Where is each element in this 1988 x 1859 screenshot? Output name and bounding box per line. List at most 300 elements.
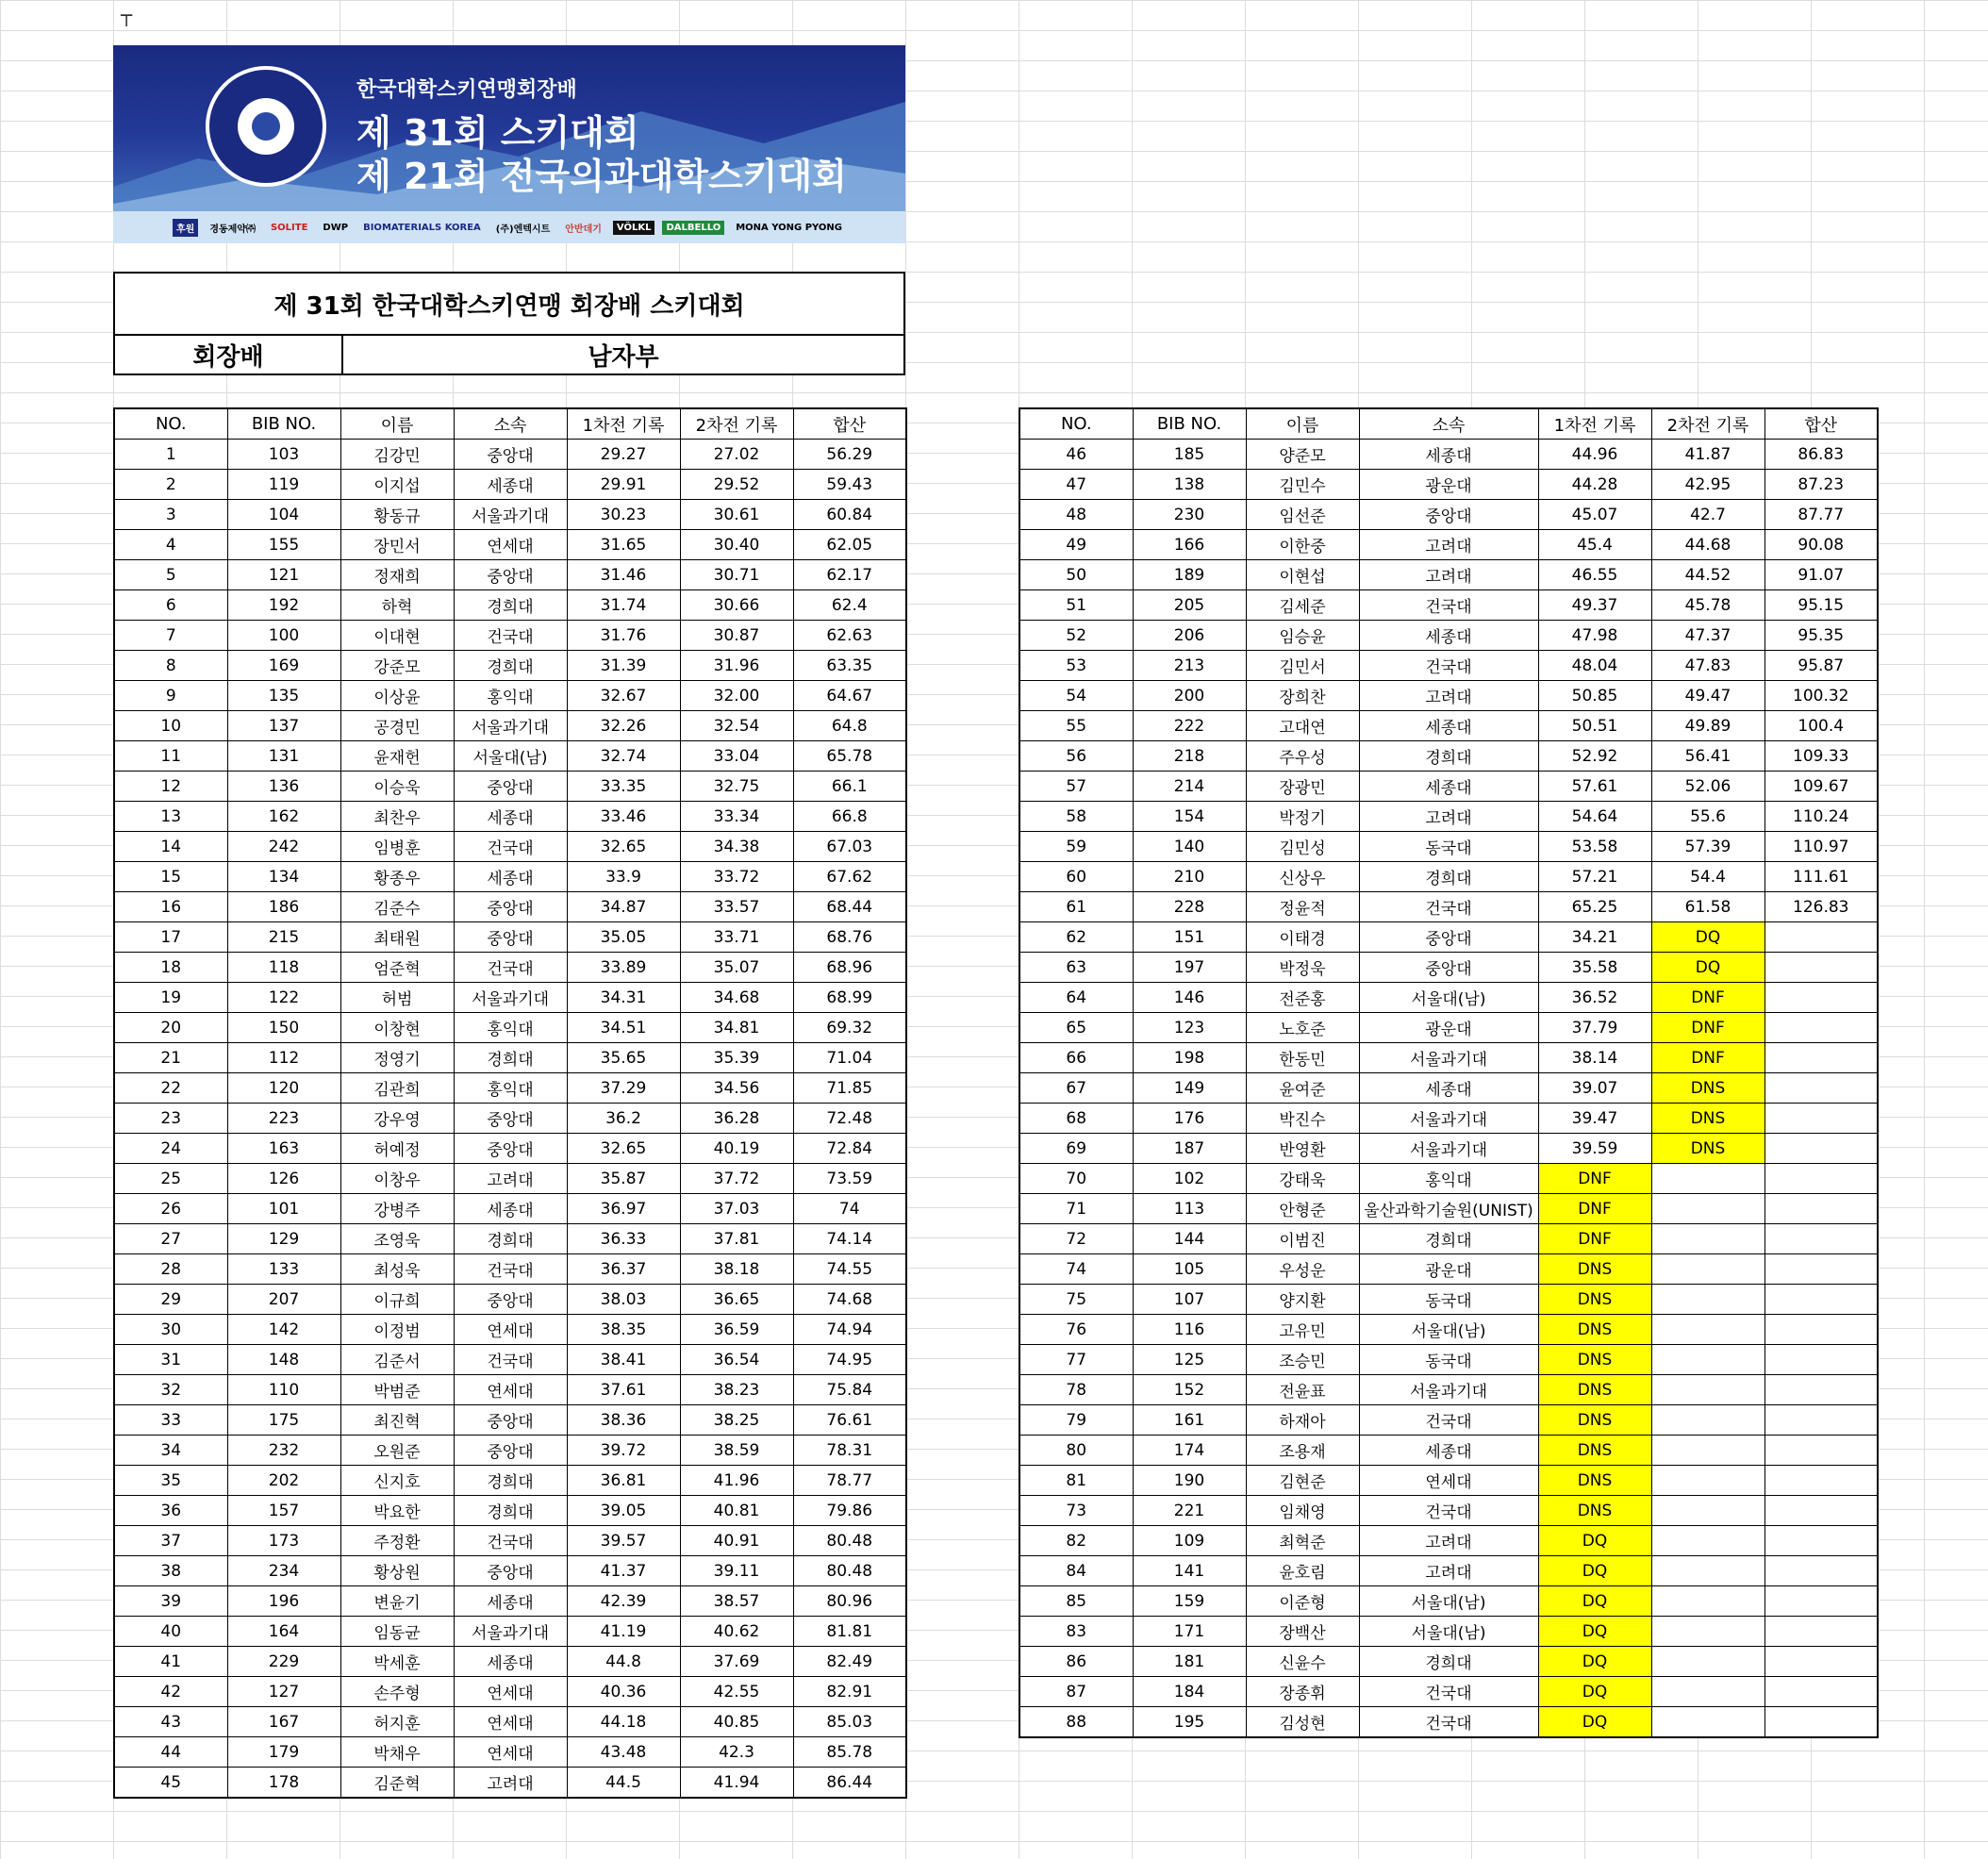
cell-total[interactable]: 95.35 <box>1764 621 1878 651</box>
cell-bib[interactable]: 127 <box>227 1677 340 1707</box>
cell-bib[interactable]: 142 <box>227 1315 340 1345</box>
cell-bib[interactable]: 229 <box>227 1647 340 1677</box>
cell-bib[interactable]: 148 <box>227 1345 340 1375</box>
cell-bib[interactable]: 134 <box>227 862 340 892</box>
cell-total[interactable]: 82.49 <box>793 1647 906 1677</box>
cell-affiliation[interactable]: 고려대 <box>454 1768 567 1799</box>
cell-run1[interactable]: 39.05 <box>567 1496 680 1526</box>
cell-total[interactable]: 74.55 <box>793 1254 906 1285</box>
cell-affiliation[interactable]: 서울과기대 <box>454 1617 567 1647</box>
cell-bib[interactable]: 222 <box>1133 711 1246 741</box>
cell-affiliation[interactable]: 중앙대 <box>454 560 567 590</box>
cell-run2[interactable]: 40.19 <box>680 1134 793 1164</box>
cell-run1[interactable]: 31.65 <box>567 530 680 560</box>
cell-name[interactable]: 정영기 <box>340 1043 454 1073</box>
cell-bib[interactable]: 230 <box>1133 500 1246 530</box>
cell-name[interactable]: 허예정 <box>340 1134 454 1164</box>
cell-run2[interactable]: 38.23 <box>680 1375 793 1405</box>
cell-run2[interactable]: 33.34 <box>680 802 793 832</box>
cell-affiliation[interactable]: 중앙대 <box>454 922 567 953</box>
cell-name[interactable]: 김성현 <box>1246 1707 1359 1738</box>
cell-run2[interactable]: 40.85 <box>680 1707 793 1737</box>
cell-run1[interactable]: 34.51 <box>567 1013 680 1043</box>
cell-name[interactable]: 고유민 <box>1246 1315 1359 1345</box>
cell-run2[interactable]: 32.75 <box>680 772 793 802</box>
cell-name[interactable]: 박정욱 <box>1246 953 1359 983</box>
cell-bib[interactable]: 179 <box>227 1737 340 1768</box>
cell-run2[interactable] <box>1651 1194 1764 1224</box>
cell-affiliation[interactable]: 서울과기대 <box>1359 1104 1538 1134</box>
cell-affiliation[interactable]: 동국대 <box>1359 1345 1538 1375</box>
cell-total[interactable]: 59.43 <box>793 470 906 500</box>
cell-name[interactable]: 허범 <box>340 983 454 1013</box>
cell-run1[interactable]: 34.31 <box>567 983 680 1013</box>
cell-bib[interactable]: 137 <box>227 711 340 741</box>
cell-affiliation[interactable]: 경희대 <box>454 1043 567 1073</box>
cell-run2[interactable]: 36.65 <box>680 1285 793 1315</box>
cell-total[interactable]: 62.17 <box>793 560 906 590</box>
cell-total[interactable]: 74.95 <box>793 1345 906 1375</box>
cell-run1[interactable]: 44.5 <box>567 1768 680 1799</box>
cell-name[interactable]: 조영욱 <box>340 1224 454 1254</box>
cell-name[interactable]: 이지섭 <box>340 470 454 500</box>
cell-run2[interactable] <box>1651 1677 1764 1707</box>
cell-bib[interactable]: 152 <box>1133 1375 1246 1405</box>
cell-name[interactable]: 윤호림 <box>1246 1556 1359 1586</box>
cell-affiliation[interactable]: 홍익대 <box>454 1073 567 1104</box>
col-header-total[interactable]: 합산 <box>1764 408 1878 440</box>
cell-no[interactable]: 36 <box>114 1496 227 1526</box>
cell-name[interactable]: 임채영 <box>1246 1496 1359 1526</box>
cell-affiliation[interactable]: 세종대 <box>1359 1436 1538 1466</box>
cell-affiliation[interactable]: 세종대 <box>454 1647 567 1677</box>
cell-name[interactable]: 장광민 <box>1246 772 1359 802</box>
cell-run1[interactable]: 41.37 <box>567 1556 680 1586</box>
cell-run1[interactable]: 65.25 <box>1538 892 1651 922</box>
cell-no[interactable]: 41 <box>114 1647 227 1677</box>
cell-bib[interactable]: 133 <box>227 1254 340 1285</box>
cell-bib[interactable]: 146 <box>1133 983 1246 1013</box>
cell-run1[interactable]: 38.03 <box>567 1285 680 1315</box>
cell-affiliation[interactable]: 홍익대 <box>1359 1164 1538 1194</box>
cell-total[interactable] <box>1764 1436 1878 1466</box>
cell-name[interactable]: 박채우 <box>340 1737 454 1768</box>
cell-bib[interactable]: 107 <box>1133 1285 1246 1315</box>
cell-no[interactable]: 87 <box>1019 1677 1133 1707</box>
cell-run1[interactable]: 37.61 <box>567 1375 680 1405</box>
cell-run1[interactable]: 54.64 <box>1538 802 1651 832</box>
cell-run1[interactable]: 47.98 <box>1538 621 1651 651</box>
cell-name[interactable]: 임승윤 <box>1246 621 1359 651</box>
cell-run2[interactable] <box>1651 1405 1764 1436</box>
cell-no[interactable]: 82 <box>1019 1526 1133 1556</box>
cell-total[interactable]: 95.15 <box>1764 590 1878 621</box>
cell-run2[interactable]: 42.95 <box>1651 470 1764 500</box>
cell-name[interactable]: 장백산 <box>1246 1617 1359 1647</box>
cell-no[interactable]: 37 <box>114 1526 227 1556</box>
cell-affiliation[interactable]: 중앙대 <box>454 892 567 922</box>
cell-run2[interactable]: 42.7 <box>1651 500 1764 530</box>
cell-bib[interactable]: 101 <box>227 1194 340 1224</box>
cell-run2[interactable]: 29.52 <box>680 470 793 500</box>
cell-run1[interactable]: 38.35 <box>567 1315 680 1345</box>
cell-bib[interactable]: 187 <box>1133 1134 1246 1164</box>
cell-run1[interactable]: 36.81 <box>567 1466 680 1496</box>
cell-run2[interactable]: 32.00 <box>680 681 793 711</box>
cell-affiliation[interactable]: 중앙대 <box>454 1405 567 1436</box>
cell-bib[interactable]: 218 <box>1133 741 1246 772</box>
cell-run2[interactable]: 37.03 <box>680 1194 793 1224</box>
cell-affiliation[interactable]: 건국대 <box>1359 590 1538 621</box>
cell-run2[interactable]: 27.02 <box>680 440 793 470</box>
cell-total[interactable]: 74.68 <box>793 1285 906 1315</box>
cell-affiliation[interactable]: 홍익대 <box>454 681 567 711</box>
cell-bib[interactable]: 125 <box>1133 1345 1246 1375</box>
cell-total[interactable]: 67.62 <box>793 862 906 892</box>
cell-total[interactable]: 109.67 <box>1764 772 1878 802</box>
cell-total[interactable]: 86.83 <box>1764 440 1878 470</box>
cell-name[interactable]: 박요한 <box>340 1496 454 1526</box>
cell-no[interactable]: 72 <box>1019 1224 1133 1254</box>
cell-total[interactable]: 64.8 <box>793 711 906 741</box>
cell-total[interactable]: 110.24 <box>1764 802 1878 832</box>
cell-no[interactable]: 9 <box>114 681 227 711</box>
cell-run2[interactable]: DNS <box>1651 1134 1764 1164</box>
cell-affiliation[interactable]: 연세대 <box>454 530 567 560</box>
cell-run1[interactable]: 29.27 <box>567 440 680 470</box>
cell-affiliation[interactable]: 연세대 <box>454 1737 567 1768</box>
cell-no[interactable]: 88 <box>1019 1707 1133 1738</box>
category-cell[interactable]: 회장배 <box>115 336 343 373</box>
cell-run1[interactable]: 31.74 <box>567 590 680 621</box>
cell-run1[interactable]: 31.76 <box>567 621 680 651</box>
cell-run2[interactable]: 49.47 <box>1651 681 1764 711</box>
cell-total[interactable] <box>1764 1677 1878 1707</box>
cell-bib[interactable]: 184 <box>1133 1677 1246 1707</box>
cell-total[interactable] <box>1764 1526 1878 1556</box>
cell-affiliation[interactable]: 서울대(남) <box>1359 1617 1538 1647</box>
cell-name[interactable]: 장민서 <box>340 530 454 560</box>
cell-no[interactable]: 1 <box>114 440 227 470</box>
cell-total[interactable] <box>1764 1647 1878 1677</box>
cell-run2[interactable] <box>1651 1164 1764 1194</box>
cell-bib[interactable]: 121 <box>227 560 340 590</box>
cell-no[interactable]: 85 <box>1019 1586 1133 1617</box>
cell-no[interactable]: 6 <box>114 590 227 621</box>
cell-affiliation[interactable]: 세종대 <box>1359 1073 1538 1104</box>
cell-bib[interactable]: 126 <box>227 1164 340 1194</box>
cell-bib[interactable]: 176 <box>1133 1104 1246 1134</box>
cell-run1[interactable]: DQ <box>1538 1586 1651 1617</box>
cell-affiliation[interactable]: 광운대 <box>1359 1254 1538 1285</box>
cell-total[interactable] <box>1764 1586 1878 1617</box>
cell-name[interactable]: 김준혁 <box>340 1768 454 1799</box>
cell-bib[interactable]: 185 <box>1133 440 1246 470</box>
cell-run2[interactable]: 39.11 <box>680 1556 793 1586</box>
cell-run2[interactable]: 57.39 <box>1651 832 1764 862</box>
cell-bib[interactable]: 116 <box>1133 1315 1246 1345</box>
cell-name[interactable]: 엄준혁 <box>340 953 454 983</box>
cell-run2[interactable]: 38.25 <box>680 1405 793 1436</box>
cell-run1[interactable]: 40.36 <box>567 1677 680 1707</box>
cell-affiliation[interactable]: 고려대 <box>1359 1526 1538 1556</box>
cell-run1[interactable]: 42.39 <box>567 1586 680 1617</box>
cell-no[interactable]: 19 <box>114 983 227 1013</box>
cell-name[interactable]: 이규희 <box>340 1285 454 1315</box>
cell-affiliation[interactable]: 서울대(남) <box>1359 1586 1538 1617</box>
cell-affiliation[interactable]: 중앙대 <box>1359 500 1538 530</box>
cell-bib[interactable]: 202 <box>227 1466 340 1496</box>
cell-affiliation[interactable]: 건국대 <box>454 953 567 983</box>
cell-bib[interactable]: 195 <box>1133 1707 1246 1738</box>
cell-no[interactable]: 42 <box>114 1677 227 1707</box>
cell-run1[interactable]: 49.37 <box>1538 590 1651 621</box>
cell-bib[interactable]: 223 <box>227 1104 340 1134</box>
cell-run2[interactable]: 47.83 <box>1651 651 1764 681</box>
cell-name[interactable]: 강병주 <box>340 1194 454 1224</box>
cell-run1[interactable]: 44.18 <box>567 1707 680 1737</box>
cell-bib[interactable]: 213 <box>1133 651 1246 681</box>
cell-total[interactable]: 60.84 <box>793 500 906 530</box>
cell-total[interactable] <box>1764 1104 1878 1134</box>
cell-total[interactable]: 63.35 <box>793 651 906 681</box>
cell-no[interactable]: 35 <box>114 1466 227 1496</box>
cell-run2[interactable]: 36.54 <box>680 1345 793 1375</box>
cell-run2[interactable]: 31.96 <box>680 651 793 681</box>
cell-total[interactable]: 68.96 <box>793 953 906 983</box>
cell-run2[interactable] <box>1651 1617 1764 1647</box>
cell-total[interactable]: 66.1 <box>793 772 906 802</box>
cell-total[interactable]: 71.85 <box>793 1073 906 1104</box>
cell-name[interactable]: 김민수 <box>1246 470 1359 500</box>
cell-total[interactable] <box>1764 1345 1878 1375</box>
cell-bib[interactable]: 154 <box>1133 802 1246 832</box>
cell-bib[interactable]: 206 <box>1133 621 1246 651</box>
cell-total[interactable]: 95.87 <box>1764 651 1878 681</box>
cell-no[interactable]: 51 <box>1019 590 1133 621</box>
cell-no[interactable]: 68 <box>1019 1104 1133 1134</box>
cell-run2[interactable]: 37.69 <box>680 1647 793 1677</box>
cell-no[interactable]: 18 <box>114 953 227 983</box>
cell-bib[interactable]: 189 <box>1133 560 1246 590</box>
cell-affiliation[interactable]: 건국대 <box>454 832 567 862</box>
cell-name[interactable]: 김민성 <box>1246 832 1359 862</box>
cell-bib[interactable]: 150 <box>227 1013 340 1043</box>
cell-total[interactable]: 100.4 <box>1764 711 1878 741</box>
cell-bib[interactable]: 122 <box>227 983 340 1013</box>
cell-no[interactable]: 46 <box>1019 440 1133 470</box>
cell-no[interactable]: 2 <box>114 470 227 500</box>
cell-total[interactable]: 73.59 <box>793 1164 906 1194</box>
cell-run1[interactable]: DNS <box>1538 1315 1651 1345</box>
cell-name[interactable]: 김강민 <box>340 440 454 470</box>
cell-run1[interactable]: 30.23 <box>567 500 680 530</box>
cell-affiliation[interactable]: 경희대 <box>454 590 567 621</box>
cell-bib[interactable]: 214 <box>1133 772 1246 802</box>
cell-total[interactable] <box>1764 983 1878 1013</box>
cell-total[interactable]: 80.96 <box>793 1586 906 1617</box>
col-header-bib[interactable]: BIB NO. <box>1133 408 1246 440</box>
cell-affiliation[interactable]: 세종대 <box>1359 440 1538 470</box>
cell-total[interactable]: 78.77 <box>793 1466 906 1496</box>
col-header-affiliation[interactable]: 소속 <box>1359 408 1538 440</box>
cell-affiliation[interactable]: 경희대 <box>1359 1647 1538 1677</box>
cell-run2[interactable]: 42.55 <box>680 1677 793 1707</box>
cell-name[interactable]: 이승욱 <box>340 772 454 802</box>
cell-affiliation[interactable]: 연세대 <box>1359 1466 1538 1496</box>
cell-name[interactable]: 이창우 <box>340 1164 454 1194</box>
cell-run2[interactable]: 55.6 <box>1651 802 1764 832</box>
cell-affiliation[interactable]: 중앙대 <box>1359 922 1538 953</box>
cell-affiliation[interactable]: 중앙대 <box>454 1556 567 1586</box>
cell-name[interactable]: 고대연 <box>1246 711 1359 741</box>
cell-affiliation[interactable]: 고려대 <box>454 1164 567 1194</box>
cell-run1[interactable]: 50.85 <box>1538 681 1651 711</box>
col-header-name[interactable]: 이름 <box>1246 408 1359 440</box>
cell-run2[interactable]: 33.57 <box>680 892 793 922</box>
col-header-no[interactable]: NO. <box>1019 408 1133 440</box>
col-header-total[interactable]: 합산 <box>793 408 906 440</box>
cell-affiliation[interactable]: 건국대 <box>1359 1677 1538 1707</box>
cell-no[interactable]: 31 <box>114 1345 227 1375</box>
cell-total[interactable]: 62.05 <box>793 530 906 560</box>
cell-no[interactable]: 61 <box>1019 892 1133 922</box>
cell-affiliation[interactable]: 세종대 <box>454 470 567 500</box>
cell-bib[interactable]: 157 <box>227 1496 340 1526</box>
cell-run2[interactable]: DNF <box>1651 983 1764 1013</box>
cell-run1[interactable]: 57.61 <box>1538 772 1651 802</box>
cell-bib[interactable]: 232 <box>227 1436 340 1466</box>
cell-name[interactable]: 김세준 <box>1246 590 1359 621</box>
cell-no[interactable]: 70 <box>1019 1164 1133 1194</box>
cell-run1[interactable]: 35.65 <box>567 1043 680 1073</box>
cell-affiliation[interactable]: 고려대 <box>1359 530 1538 560</box>
cell-run2[interactable]: 47.37 <box>1651 621 1764 651</box>
cell-name[interactable]: 허지훈 <box>340 1707 454 1737</box>
cell-total[interactable]: 74.94 <box>793 1315 906 1345</box>
cell-run2[interactable]: 35.07 <box>680 953 793 983</box>
cell-bib[interactable]: 155 <box>227 530 340 560</box>
cell-run1[interactable]: 45.4 <box>1538 530 1651 560</box>
cell-run1[interactable]: 45.07 <box>1538 500 1651 530</box>
cell-total[interactable]: 62.4 <box>793 590 906 621</box>
cell-no[interactable]: 4 <box>114 530 227 560</box>
cell-bib[interactable]: 144 <box>1133 1224 1246 1254</box>
cell-name[interactable]: 변윤기 <box>340 1586 454 1617</box>
cell-total[interactable]: 109.33 <box>1764 741 1878 772</box>
cell-no[interactable]: 53 <box>1019 651 1133 681</box>
cell-name[interactable]: 주정환 <box>340 1526 454 1556</box>
cell-name[interactable]: 박정기 <box>1246 802 1359 832</box>
cell-run1[interactable]: 37.79 <box>1538 1013 1651 1043</box>
cell-bib[interactable]: 234 <box>227 1556 340 1586</box>
cell-bib[interactable]: 242 <box>227 832 340 862</box>
cell-total[interactable]: 90.08 <box>1764 530 1878 560</box>
cell-no[interactable]: 86 <box>1019 1647 1133 1677</box>
cell-bib[interactable]: 140 <box>1133 832 1246 862</box>
cell-run1[interactable]: 35.05 <box>567 922 680 953</box>
cell-run2[interactable]: 33.71 <box>680 922 793 953</box>
cell-affiliation[interactable]: 세종대 <box>1359 711 1538 741</box>
cell-no[interactable]: 22 <box>114 1073 227 1104</box>
cell-name[interactable]: 조승민 <box>1246 1345 1359 1375</box>
cell-affiliation[interactable]: 건국대 <box>454 1254 567 1285</box>
cell-run1[interactable]: DNS <box>1538 1405 1651 1436</box>
cell-run1[interactable]: 41.19 <box>567 1617 680 1647</box>
cell-bib[interactable]: 120 <box>227 1073 340 1104</box>
cell-affiliation[interactable]: 고려대 <box>1359 681 1538 711</box>
cell-run1[interactable]: DQ <box>1538 1707 1651 1738</box>
cell-bib[interactable]: 104 <box>227 500 340 530</box>
cell-no[interactable]: 57 <box>1019 772 1133 802</box>
cell-bib[interactable]: 173 <box>227 1526 340 1556</box>
division-cell[interactable]: 남자부 <box>588 342 659 372</box>
cell-run2[interactable]: DQ <box>1651 953 1764 983</box>
cell-run1[interactable]: 35.87 <box>567 1164 680 1194</box>
cell-no[interactable]: 7 <box>114 621 227 651</box>
cell-affiliation[interactable]: 연세대 <box>454 1677 567 1707</box>
cell-bib[interactable]: 163 <box>227 1134 340 1164</box>
cell-name[interactable]: 임병훈 <box>340 832 454 862</box>
cell-name[interactable]: 김민서 <box>1246 651 1359 681</box>
cell-run1[interactable]: DQ <box>1538 1556 1651 1586</box>
cell-name[interactable]: 최혁준 <box>1246 1526 1359 1556</box>
cell-no[interactable]: 43 <box>114 1707 227 1737</box>
cell-no[interactable]: 16 <box>114 892 227 922</box>
cell-run1[interactable]: DNS <box>1538 1436 1651 1466</box>
cell-affiliation[interactable]: 세종대 <box>454 1586 567 1617</box>
cell-run2[interactable]: 38.18 <box>680 1254 793 1285</box>
col-header-name[interactable]: 이름 <box>340 408 454 440</box>
cell-name[interactable]: 반영환 <box>1246 1134 1359 1164</box>
cell-bib[interactable]: 210 <box>1133 862 1246 892</box>
cell-run2[interactable] <box>1651 1556 1764 1586</box>
cell-name[interactable]: 윤재헌 <box>340 741 454 772</box>
cell-affiliation[interactable]: 경희대 <box>1359 741 1538 772</box>
cell-run1[interactable]: 36.37 <box>567 1254 680 1285</box>
cell-no[interactable]: 26 <box>114 1194 227 1224</box>
cell-affiliation[interactable]: 경희대 <box>1359 1224 1538 1254</box>
cell-name[interactable]: 이현섭 <box>1246 560 1359 590</box>
cell-bib[interactable]: 118 <box>227 953 340 983</box>
cell-run2[interactable]: 56.41 <box>1651 741 1764 772</box>
cell-run1[interactable]: 57.21 <box>1538 862 1651 892</box>
cell-name[interactable]: 손주형 <box>340 1677 454 1707</box>
col-header-no[interactable]: NO. <box>114 408 227 440</box>
cell-name[interactable]: 박진수 <box>1246 1104 1359 1134</box>
col-header-bib[interactable]: BIB NO. <box>227 408 340 440</box>
cell-run2[interactable]: 37.81 <box>680 1224 793 1254</box>
cell-name[interactable]: 양준모 <box>1246 440 1359 470</box>
cell-name[interactable]: 안형준 <box>1246 1194 1359 1224</box>
cell-total[interactable]: 64.67 <box>793 681 906 711</box>
cell-run2[interactable]: 41.96 <box>680 1466 793 1496</box>
cell-no[interactable]: 33 <box>114 1405 227 1436</box>
cell-affiliation[interactable]: 건국대 <box>1359 651 1538 681</box>
cell-no[interactable]: 39 <box>114 1586 227 1617</box>
cell-no[interactable]: 25 <box>114 1164 227 1194</box>
cell-run2[interactable]: 61.58 <box>1651 892 1764 922</box>
cell-affiliation[interactable]: 연세대 <box>454 1375 567 1405</box>
cell-no[interactable]: 71 <box>1019 1194 1133 1224</box>
cell-name[interactable]: 황동규 <box>340 500 454 530</box>
cell-run2[interactable]: 40.81 <box>680 1496 793 1526</box>
cell-run2[interactable]: 45.78 <box>1651 590 1764 621</box>
cell-run1[interactable]: 38.36 <box>567 1405 680 1436</box>
cell-run2[interactable]: 34.56 <box>680 1073 793 1104</box>
cell-affiliation[interactable]: 서울과기대 <box>1359 1043 1538 1073</box>
cell-total[interactable]: 76.61 <box>793 1405 906 1436</box>
